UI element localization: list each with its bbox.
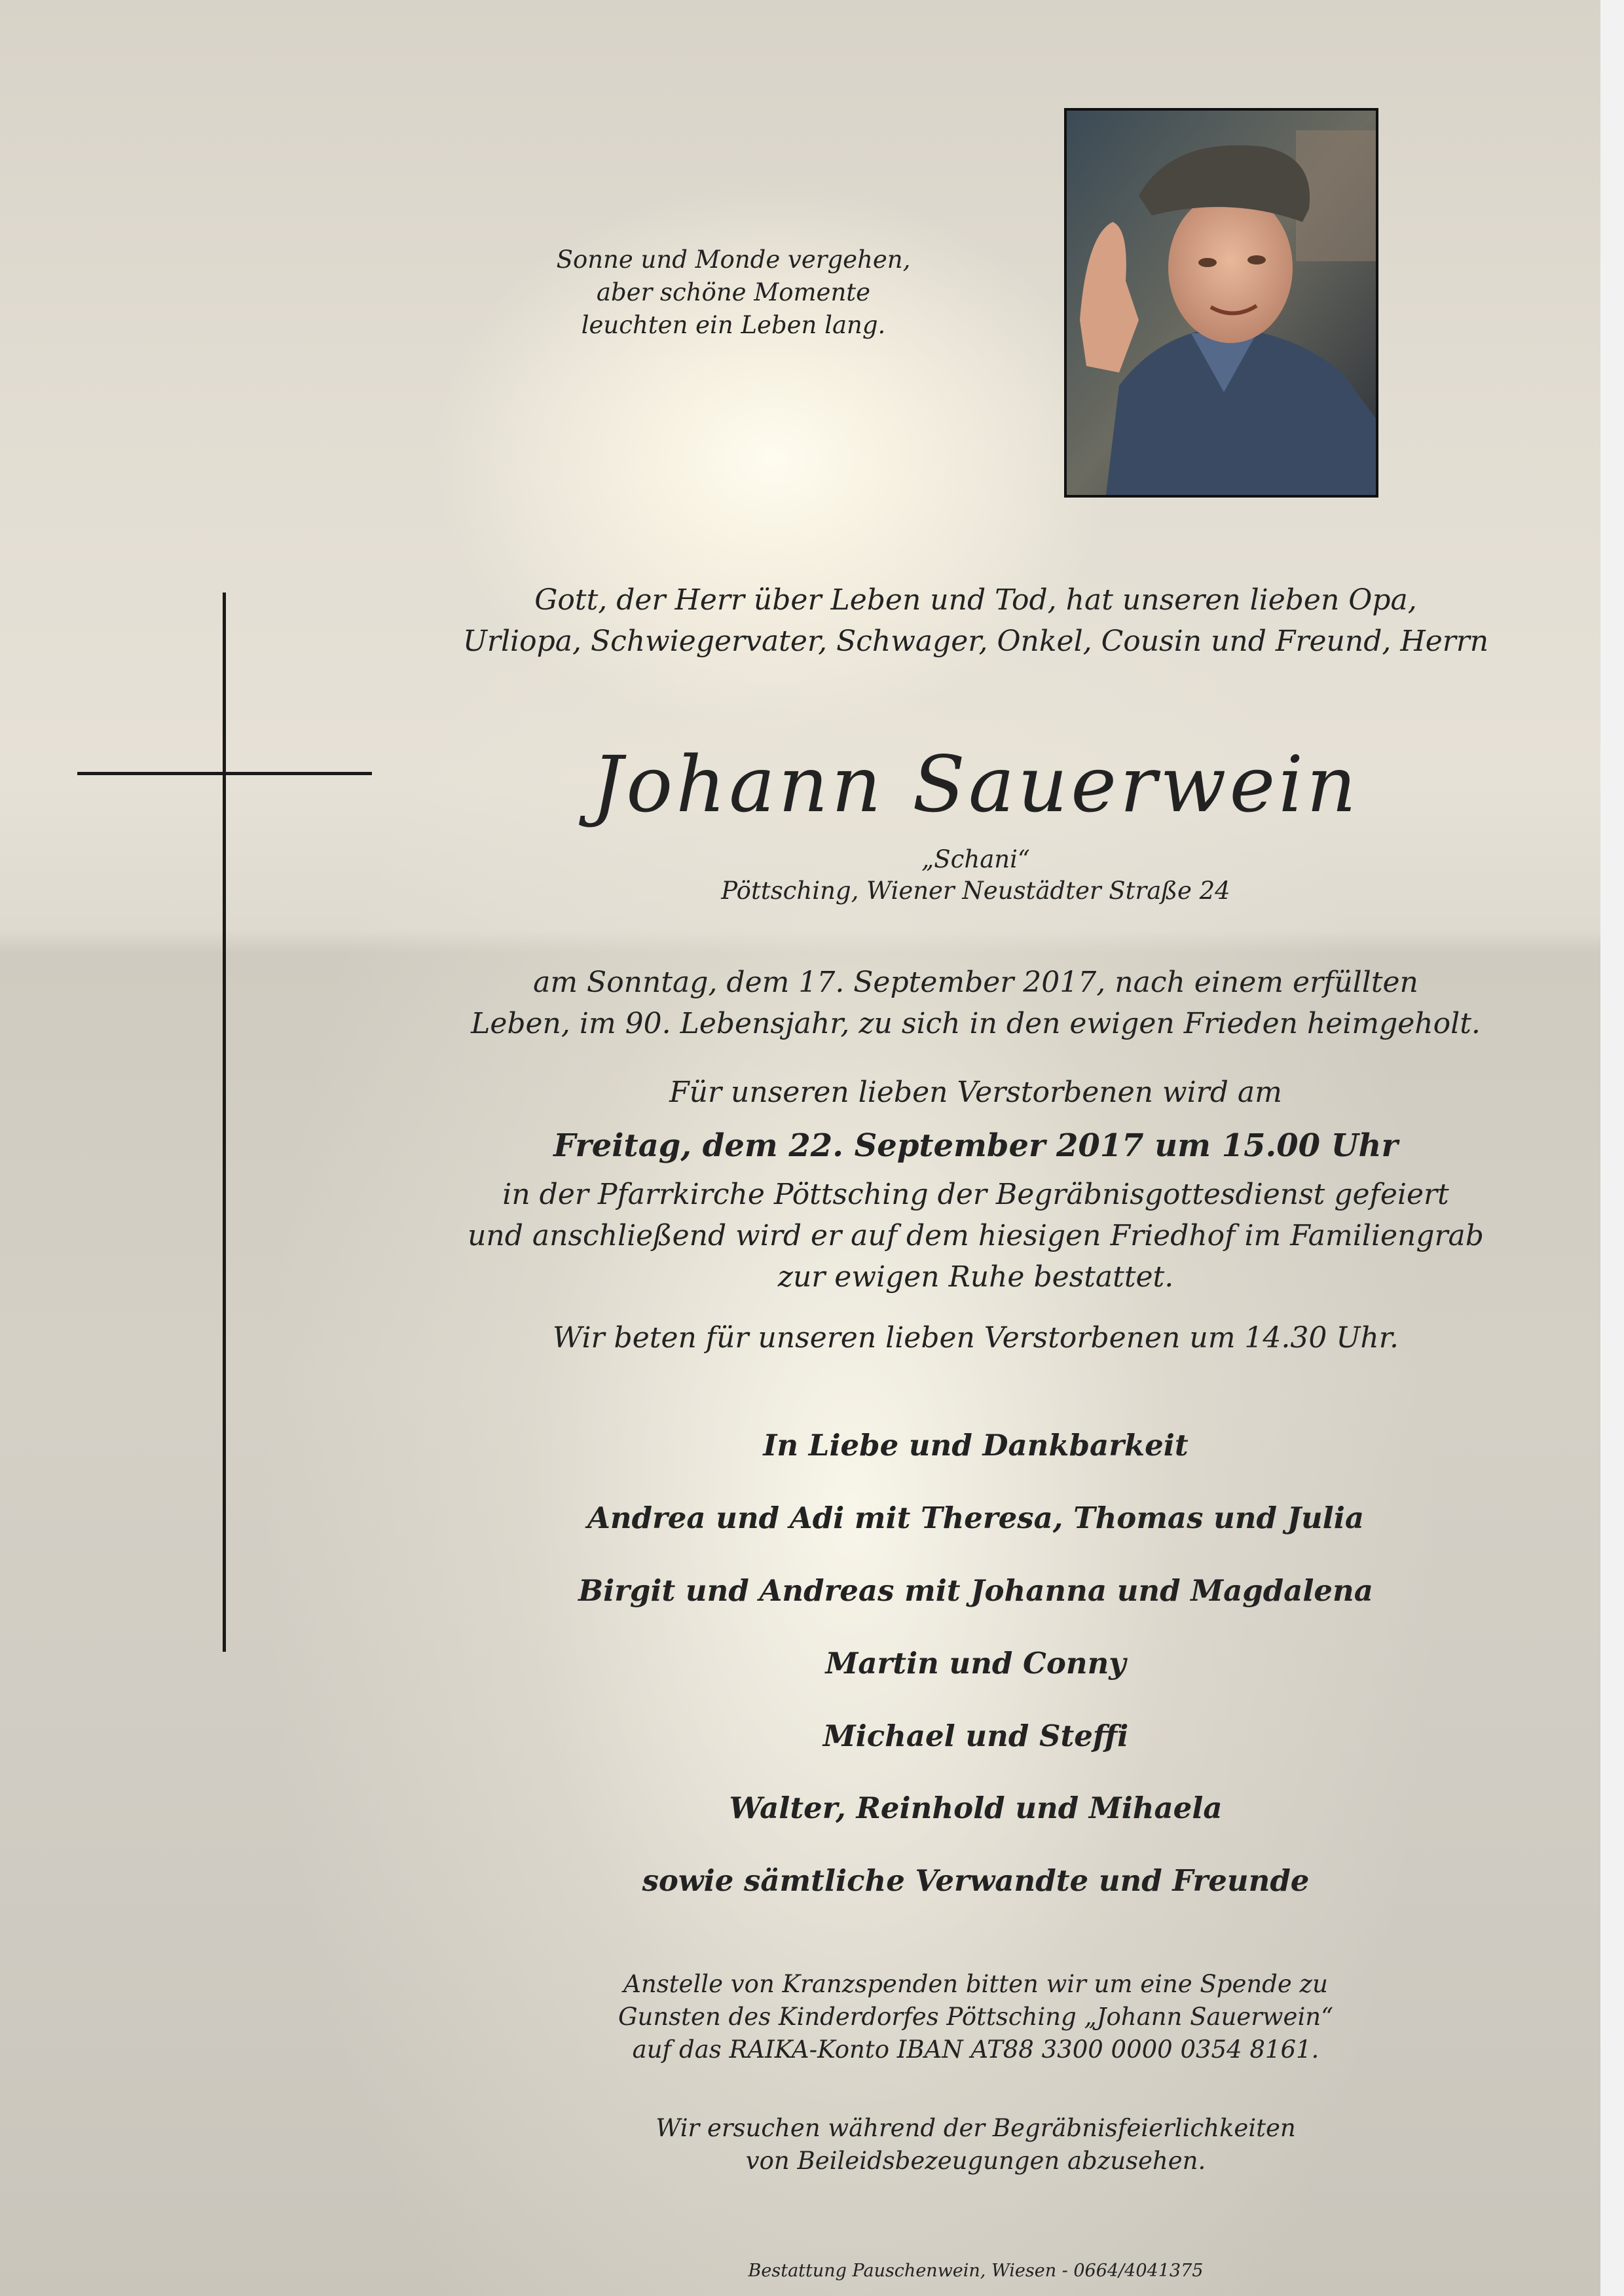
prayer-time: Wir beten für unseren lieben Verstorbenen um 14.30 Uhr.	[553, 1321, 1399, 1355]
cross-horizontal-bar	[77, 772, 372, 775]
mourner-line: Birgit und Andreas mit Johanna und Magdalena	[578, 1573, 1373, 1608]
death-notice-line: am Sonntag, dem 17. September 2017, nach einem erfüllten	[533, 966, 1418, 999]
motto	[498, 244, 969, 342]
portrait-photo	[1067, 111, 1376, 495]
mourner-line: Michael und Steffi	[822, 1719, 1129, 1753]
donation-request	[354, 1968, 1598, 2066]
deceased-nickname: „Schani“	[921, 845, 1030, 873]
death-notice	[354, 962, 1598, 1044]
condolence-note	[354, 2112, 1598, 2178]
intro-line: Urliopa, Schwiegervater, Schwager, Onkel, Cousin und Freund, Herrn	[462, 625, 1489, 658]
condolence-line: Wir ersuchen während der Begräbnisfeierlichkeiten	[655, 2114, 1296, 2142]
cross-vertical-bar	[223, 592, 226, 1652]
undertaker-footer: Bestattung Pauschenwein, Wiesen - 0664/4041375	[748, 2261, 1204, 2281]
motto-line: leuchten ein Leben lang.	[581, 311, 886, 339]
mourners-heading: In Liebe und Dankbarkeit	[763, 1428, 1189, 1463]
mourner-line: Walter, Reinhold und Mihaela	[729, 1791, 1223, 1825]
mourner-line: Andrea und Adi mit Theresa, Thomas und Julia	[587, 1501, 1365, 1535]
service-detail-line: und anschließend wird er auf dem hiesigen Friedhof im Familiengrab	[468, 1219, 1484, 1252]
death-notice-line: Leben, im 90. Lebensjahr, zu sich in den ewigen Frieden heimgeholt.	[471, 1007, 1481, 1040]
motto-line: aber schöne Momente	[596, 278, 871, 306]
service-detail-line: in der Pfarrkirche Pöttsching der Begräbnisgottesdienst gefeiert	[502, 1178, 1449, 1211]
donation-line: Anstelle von Kranzspenden bitten wir um eine Spende zu	[623, 1970, 1328, 1998]
intro-line: Gott, der Herr über Leben und Tod, hat unseren lieben Opa,	[534, 583, 1417, 617]
service-intro: Für unseren lieben Verstorbenen wird am	[669, 1076, 1282, 1109]
service-date: Freitag, dem 22. September 2017 um 15.00 Uhr	[553, 1127, 1398, 1164]
deceased-address: Pöttsching, Wiener Neustädter Straße 24	[721, 877, 1230, 905]
service-detail-line: zur ewigen Ruhe bestattet.	[777, 1260, 1174, 1294]
donation-line: auf das RAIKA-Konto IBAN AT88 3300 0000 0354 8161.	[632, 2035, 1320, 2064]
intro-text	[354, 579, 1598, 662]
service-details	[354, 1174, 1598, 1298]
portrait-photo-frame	[1064, 108, 1378, 498]
deceased-name: Johann Sauerwein	[591, 739, 1360, 829]
condolence-line: von Beileidsbezeugungen abzusehen.	[745, 2147, 1206, 2175]
mourner-line: sowie sämtliche Verwandte und Freunde	[642, 1863, 1310, 1898]
motto-line: Sonne und Monde vergehen,	[556, 246, 911, 274]
mourner-line: Martin und Conny	[825, 1646, 1126, 1681]
donation-line: Gunsten des Kinderdorfes Pöttsching „Johann Sauerwein“	[618, 2003, 1334, 2031]
